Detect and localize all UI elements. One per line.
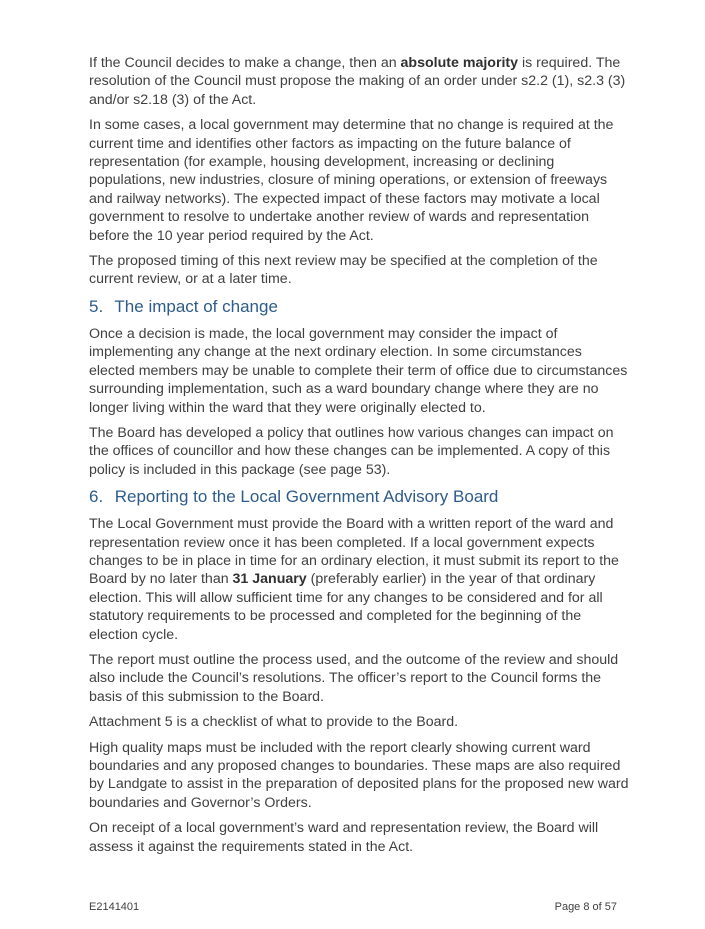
text: is required. The resolution of the Council must propose the making of an order under s2.2 (1), s2.3 (3) and/or s2.18 (3) of the Act. (89, 55, 626, 108)
section-number: 5. (89, 296, 104, 316)
paragraph: On receipt of a local government’s ward and representation review, the Board will assess it against the requirements stated in the Act. (89, 820, 599, 855)
page-number: Page 8 of 57 (554, 901, 617, 913)
section-title: The impact of change (114, 296, 278, 316)
paragraph: The Board has developed a policy that outlines how various changes can impact on the offices of councillor and how these changes can be implemented. A copy of this policy is included in this package (see page 53). (89, 424, 614, 478)
bold-text: 31 January (232, 571, 307, 588)
paragraph-absolute-majority (89, 54, 629, 109)
paragraph-written-report (89, 515, 629, 644)
paragraph: Once a decision is made, the local government may consider the impact of implementing any change at the next ordinary election. In some circumstances elected members may be unable to complete their term of office due to circumstances surrounding implementation, such as a ward boundary change where they are no longer living within the ward that they were originally elected to. (89, 325, 628, 416)
paragraph: Attachment 5 is a checklist of what to provide to the Board. (89, 714, 459, 731)
text: If the Council decides to make a change, then an (89, 55, 401, 71)
paragraph-no-change: In some cases, a local government may determine that no change is required at the current time and identifies other factors as impacting on the future balance of representation (for example, housing development, increasing or declining populations, new industries, closure of mining operations, or extension of freeways and railway networks). The expected impact of these factors may motivate a local government to resolve to undertake another review of wards and representation before the 10 year period required by the Act. (89, 117, 614, 244)
paragraph: High quality maps must be included with the report clearly showing current ward boundaries and any proposed changes to boundaries. These maps are also required by Landgate to assist in the preparation of deposited plans for the proposed new ward boundaries and Governor’s Orders. (89, 739, 629, 811)
section-heading-impact-of-change (89, 296, 629, 318)
document-page (89, 54, 629, 863)
section-title: Reporting to the Local Government Advisory Board (114, 487, 499, 507)
document-id: E2141401 (89, 901, 140, 913)
paragraph-timing: The proposed timing of this next review may be specified at the completion of the current review, or at a later time. (89, 253, 598, 288)
section-number: 6. (89, 487, 104, 507)
bold-text: absolute majority (400, 55, 519, 71)
paragraph: The report must outline the process used, and the outcome of the review and should also include the Council’s resolutions. The officer’s report to the Council forms the basis of this submission to the Board. (89, 651, 619, 705)
section-heading-reporting (89, 486, 629, 508)
text: (preferably earlier) in the year of that ordinary election. This will allow sufficient time for any changes to be considered and for all statutory requirements to be processed and completed for the beginning of the election cycle. (89, 571, 603, 643)
text: The Local Government must provide the Board with a written report of the ward and representation review once it has been completed. If a local government expects changes to be in place in time for an ordinary election, it must submit its report to the Board by no later than (89, 516, 619, 588)
